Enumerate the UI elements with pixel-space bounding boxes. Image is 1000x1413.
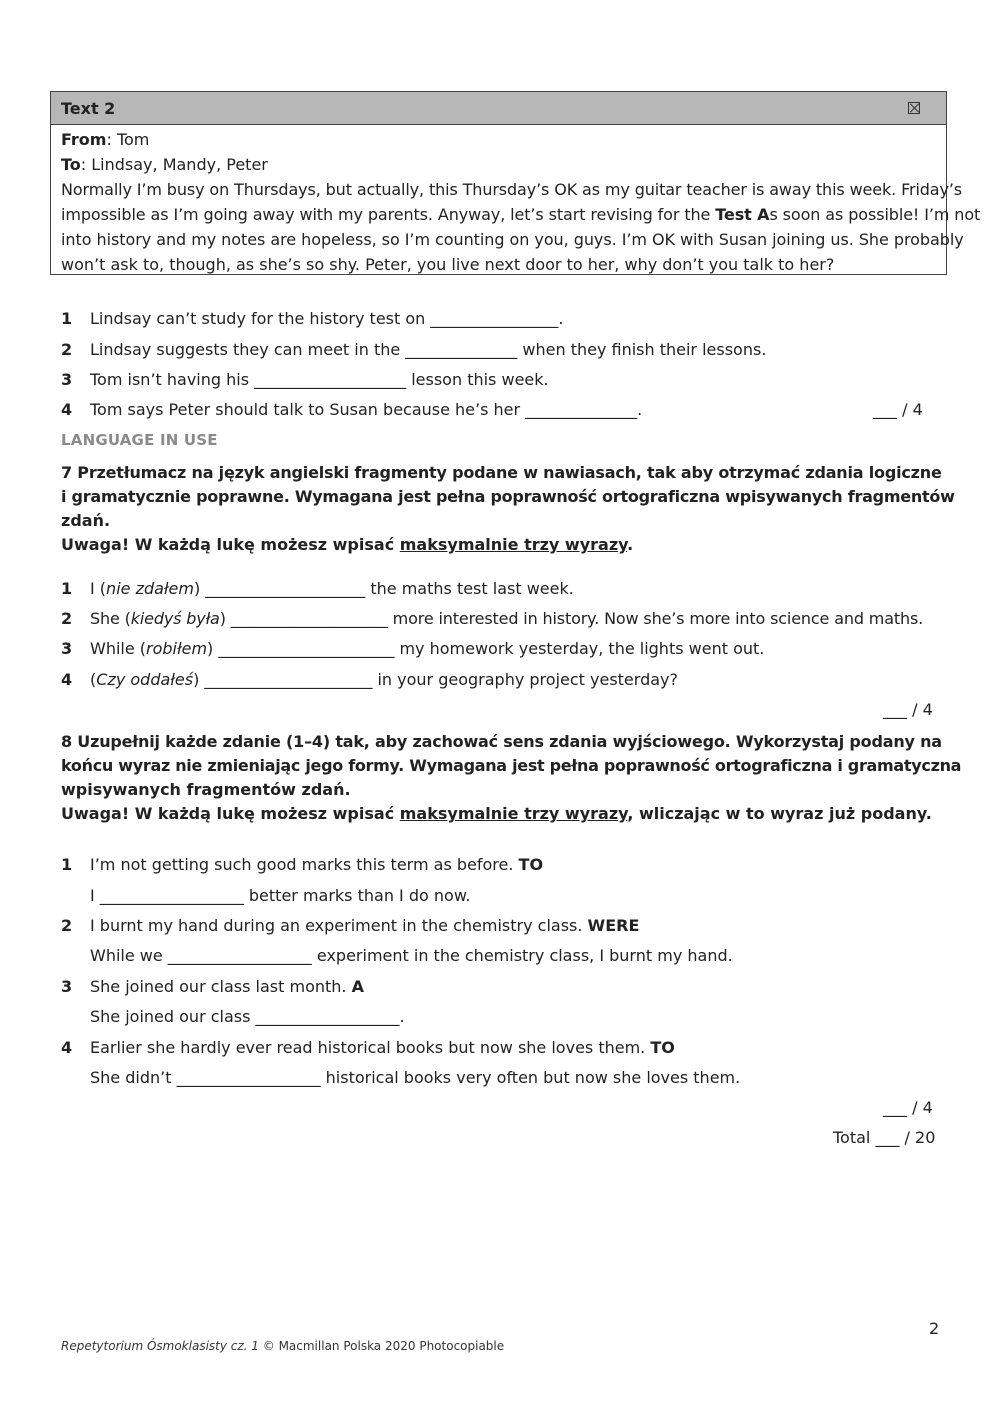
to-label: To: [61, 155, 81, 174]
answer-line: I __________________ better marks than I do now.: [90, 886, 471, 905]
from-line: [61, 127, 936, 152]
question-number: 3: [61, 370, 73, 389]
to-value: : Lindsay, Mandy, Peter: [80, 155, 268, 174]
message-line: Normally I’m busy on Thursdays, but actually, this Thursday’s OK as my guitar teacher is away this week. Friday’s: [61, 180, 963, 199]
source-sentence: I burnt my hand during an experiment in the chemistry class. WERE: [90, 916, 640, 935]
question-text: Tom says Peter should talk to Susan because he’s her ______________.: [90, 400, 643, 419]
question-number: 2: [61, 340, 73, 359]
translation-item: While (robiłem) ______________________ my homework yesterday, the lights went out.: [90, 639, 765, 658]
checkbox-icon[interactable]: [908, 102, 920, 114]
from-label: From: [61, 130, 107, 149]
score-field: ___ / 4: [873, 400, 923, 419]
source-sentence: She joined our class last month. A: [90, 977, 364, 996]
section-heading: LANGUAGE IN USE: [61, 431, 218, 449]
exercise7-instructions: 7 Przetłumacz na język angielski fragmenty podane w nawiasach, tak aby otrzymać zdania logiczne i gramatycznie poprawne. Wymagana jest pełna poprawność ortograficzna wpisywanych fragmentów zdań. Uwaga! W każdą lukę możesz wpisać maksymalnie trzy wyrazy.: [61, 461, 939, 557]
exercise7-note: Uwaga! W każdą lukę możesz wpisać maksymalnie trzy wyrazy.: [61, 535, 634, 554]
question-text: Lindsay suggests they can meet in the ______________ when they finish their lessons.: [90, 340, 767, 359]
message-line: won’t ask to, though, as she’s so shy. Peter, you live next door to her, why don’t you talk to her?: [61, 255, 835, 274]
score-field: ___ / 4: [883, 1098, 933, 1117]
text2-body: [51, 125, 981, 277]
answer-line: She joined our class __________________.: [90, 1007, 405, 1026]
footer-credit: Repetytorium Ósmoklasisty cz. 1 © Macmillan Polska 2020 Photocopiable: [61, 1339, 505, 1353]
text2-header: [51, 92, 946, 125]
question-text: Tom isn’t having his ___________________ lesson this week.: [90, 370, 549, 389]
page-number: 2: [929, 1319, 940, 1338]
total-score: Total ___ / 20: [833, 1128, 936, 1147]
message-line: into history and my notes are hopeless, so I’m counting on you, guys. I’m OK with Susan joining us. She probably: [61, 230, 964, 249]
translation-item: She (kiedyś była) ____________________ more interested in history. Now she’s more into science and maths.: [90, 609, 924, 628]
item-number: 3: [61, 639, 73, 658]
to-line: [61, 152, 936, 177]
exercise8-instructions: 8 Uzupełnij każde zdanie (1–4) tak, aby zachować sens zdania wyjściowego. Wykorzystaj podany na końcu wyraz nie zmieniając jego formy. Wymagana jest pełna poprawność ortograficzna i gramatyczna wpisywanych fragmentów zdań. Uwaga! W każdą lukę możesz wpisać maksymalnie trzy wyrazy, wliczając w to wyraz już podany.: [61, 730, 939, 826]
text2-title: Text 2: [61, 98, 116, 118]
from-value: : Tom: [106, 130, 150, 149]
question-number: 4: [61, 400, 73, 419]
item-number: 1: [61, 579, 73, 598]
translation-item: I (nie zdałem) ____________________ the maths test last week.: [90, 579, 574, 598]
item-number: 2: [61, 609, 73, 628]
translation-item: (Czy oddałeś) _____________________ in your geography project yesterday?: [90, 670, 678, 689]
item-number: 1: [61, 855, 73, 874]
exercise8-note: Uwaga! W każdą lukę możesz wpisać maksymalnie trzy wyrazy, wliczając w to wyraz już podany.: [61, 804, 932, 823]
item-number: 4: [61, 670, 73, 689]
message-line: impossible as I’m going away with my parents. Anyway, let’s start revising for the Test As soon as possible! I’m not: [61, 205, 981, 224]
source-sentence: I’m not getting such good marks this term as before. TO: [90, 855, 544, 874]
answer-line: She didn’t __________________ historical books very often but now she loves them.: [90, 1068, 741, 1087]
source-sentence: Earlier she hardly ever read historical books but now she loves them. TO: [90, 1038, 675, 1057]
answer-line: While we __________________ experiment in the chemistry class, I burnt my hand.: [90, 946, 733, 965]
item-number: 4: [61, 1038, 73, 1057]
text2-box: [50, 91, 981, 275]
item-number: 3: [61, 977, 73, 996]
item-number: 2: [61, 916, 73, 935]
question-text: Lindsay can’t study for the history test on ________________.: [90, 309, 564, 328]
question-number: 1: [61, 309, 73, 328]
score-field: ___ / 4: [883, 700, 933, 719]
